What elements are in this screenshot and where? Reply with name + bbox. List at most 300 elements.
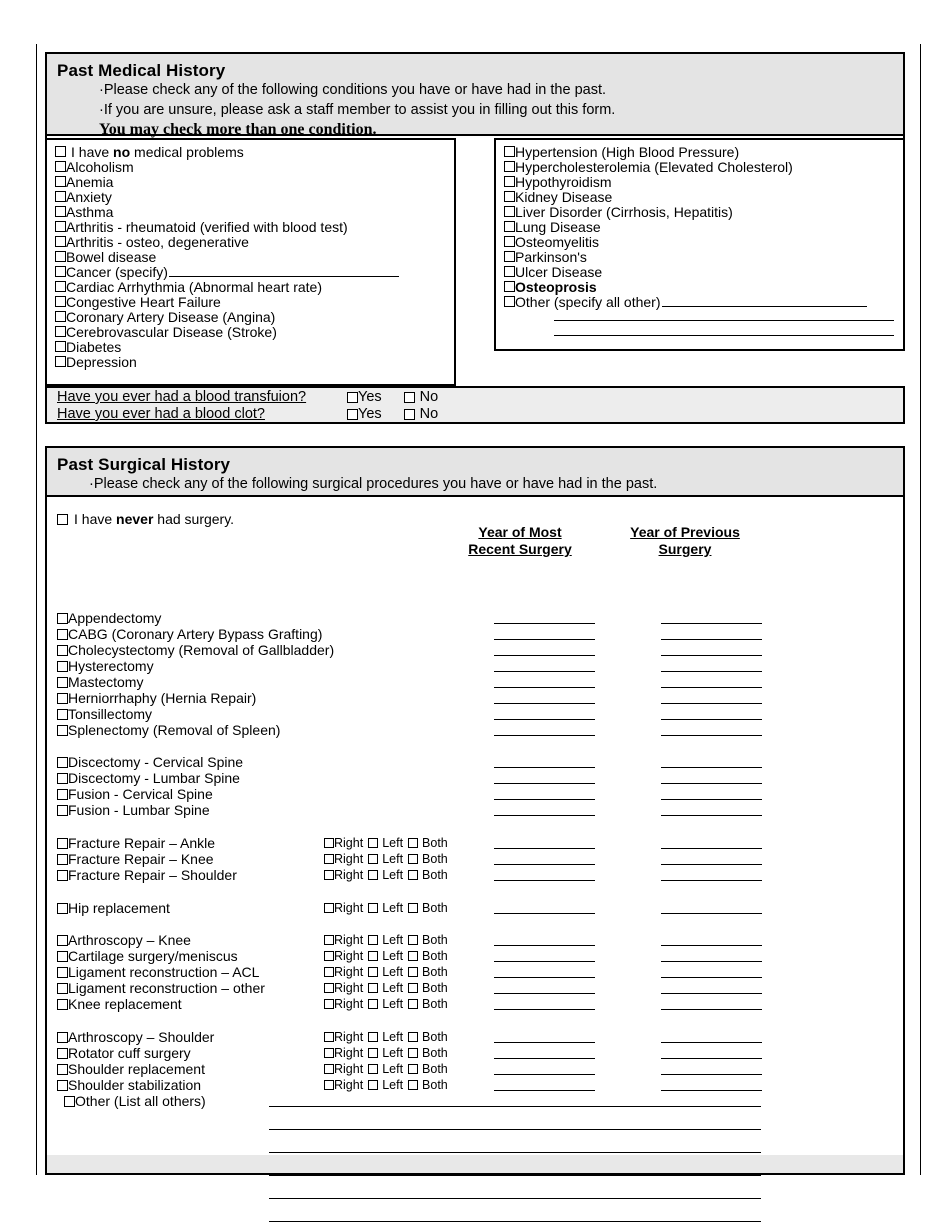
side-left-checkbox-ligament-reconstruction-other[interactable] (368, 983, 378, 993)
condition-right-checkbox-parkinson-s[interactable] (504, 251, 515, 262)
side-right-checkbox-shoulder-stabilization[interactable] (324, 1080, 334, 1090)
condition-left-label-pre: I have (71, 143, 114, 160)
side-right-label-ligament-reconstruction-acl: Right (334, 965, 364, 979)
never-had-surgery-checkbox[interactable] (57, 514, 68, 525)
condition-right-row-osteomyelitis[interactable] (504, 234, 903, 249)
side-both-knee-replacement[interactable] (408, 996, 448, 1012)
side-both-checkbox-shoulder-replacement[interactable] (408, 1064, 418, 1074)
condition-left-row-anemia[interactable] (55, 174, 454, 189)
year-previous-blank-knee-replacement[interactable] (661, 1009, 762, 1010)
side-left-checkbox-fracture-repair-knee[interactable] (368, 854, 378, 864)
procedure-row-cholecystectomy-removal-of-gallbladder[interactable] (57, 642, 334, 658)
procedure-row-fusion-cervical-spine[interactable] (57, 786, 213, 802)
year-previous-blank-arthroscopy-knee[interactable] (661, 945, 762, 946)
side-right-checkbox-hip-replacement[interactable] (324, 903, 334, 913)
procedure-checkbox-fusion-lumbar-spine[interactable] (57, 805, 68, 816)
condition-left-checkbox-alcoholism[interactable] (55, 161, 66, 172)
other-surgery-blank-line-5[interactable] (269, 1198, 761, 1199)
side-left-checkbox-knee-replacement[interactable] (368, 999, 378, 1009)
condition-left-fill-cancer-specify[interactable] (169, 266, 399, 277)
procedure-checkbox-other-list-all[interactable] (64, 1096, 75, 1107)
past-surgical-history-section (45, 446, 905, 1175)
year-most-recent-blank-fracture-repair-shoulder[interactable] (494, 880, 595, 881)
side-left-cartilage-surgery-meniscus[interactable] (368, 948, 403, 964)
side-left-checkbox-shoulder-replacement[interactable] (368, 1064, 378, 1074)
other-surgery-blank-line-4[interactable] (269, 1175, 761, 1176)
side-right-arthroscopy-knee[interactable] (324, 932, 363, 948)
side-left-knee-replacement[interactable] (368, 996, 403, 1012)
side-right-checkbox-fracture-repair-ankle[interactable] (324, 838, 334, 848)
procedure-checkbox-appendectomy[interactable] (57, 613, 68, 624)
condition-right-fill-other-specify-all-other[interactable] (662, 296, 867, 307)
condition-left-checkbox-depression[interactable] (55, 356, 66, 367)
procedure-checkbox-knee-replacement[interactable] (57, 999, 68, 1010)
year-previous-blank-rotator-cuff-surgery[interactable] (661, 1058, 762, 1059)
condition-left-checkbox-asthma[interactable] (55, 206, 66, 217)
side-both-checkbox-hip-replacement[interactable] (408, 903, 418, 913)
procedure-row-splenectomy-removal-of-spleen[interactable] (57, 722, 280, 738)
procedure-checkbox-rotator-cuff-surgery[interactable] (57, 1048, 68, 1059)
side-both-ligament-reconstruction-other[interactable] (408, 980, 448, 996)
side-right-checkbox-rotator-cuff-surgery[interactable] (324, 1048, 334, 1058)
procedure-checkbox-ligament-reconstruction-other[interactable] (57, 983, 68, 994)
blood-questions-box (45, 386, 905, 424)
procedure-row-tonsillectomy[interactable] (57, 706, 152, 722)
condition-right-checkbox-ulcer-disease[interactable] (504, 266, 515, 277)
procedure-checkbox-hip-replacement[interactable] (57, 903, 68, 914)
condition-right-other-extra-line-1[interactable] (504, 309, 903, 324)
other-surgery-blank-line-6[interactable] (269, 1221, 761, 1222)
year-most-recent-blank-splenectomy-removal-of-spleen[interactable] (494, 735, 595, 736)
condition-left-checkbox-cardiac-arrhythmia-abnormal-heart-rate[interactable] (55, 281, 66, 292)
side-left-checkbox-fracture-repair-ankle[interactable] (368, 838, 378, 848)
procedure-checkbox-hysterectomy[interactable] (57, 661, 68, 672)
side-left-checkbox-fracture-repair-shoulder[interactable] (368, 870, 378, 880)
side-both-hip-replacement[interactable] (408, 900, 448, 916)
side-options-arthroscopy-knee (324, 932, 448, 948)
question-no-checkbox-have-you-ever-had-a-blood-clot[interactable] (404, 409, 415, 420)
condition-left-checkbox-bowel-disease[interactable] (55, 251, 66, 262)
side-both-checkbox-fracture-repair-shoulder[interactable] (408, 870, 418, 880)
side-left-fracture-repair-knee[interactable] (368, 851, 403, 867)
side-left-checkbox-arthroscopy-shoulder[interactable] (368, 1032, 378, 1042)
question-yes-checkbox-have-you-ever-had-a-blood-clot[interactable] (347, 409, 358, 420)
procedure-label-cartilage-surgery-meniscus: Cartilage surgery/meniscus (68, 948, 238, 964)
procedure-row-appendectomy[interactable] (57, 610, 161, 626)
condition-left-label-asthma: Asthma (66, 203, 114, 220)
side-right-hip-replacement[interactable] (324, 900, 363, 916)
condition-left-row-depression[interactable] (55, 354, 454, 369)
condition-right-row-hypercholesterolemia-elevated-cholesterol[interactable] (504, 159, 903, 174)
year-most-recent-blank-arthroscopy-shoulder[interactable] (494, 1042, 595, 1043)
side-right-rotator-cuff-surgery[interactable] (324, 1045, 363, 1061)
side-both-checkbox-rotator-cuff-surgery[interactable] (408, 1048, 418, 1058)
procedure-label-hysterectomy: Hysterectomy (68, 658, 154, 674)
condition-left-row-coronary-artery-disease-angina[interactable] (55, 309, 454, 324)
year-most-recent-blank-cabg-coronary-artery-bypass-grafting[interactable] (494, 639, 595, 640)
side-both-rotator-cuff-surgery[interactable] (408, 1045, 448, 1061)
procedure-row-arthroscopy-knee[interactable] (57, 932, 191, 948)
condition-right-label-ulcer-disease: Ulcer Disease (515, 263, 603, 280)
condition-left-row-cardiac-arrhythmia-abnormal-heart-rate[interactable] (55, 279, 454, 294)
procedure-row-herniorrhaphy-hernia-repair[interactable] (57, 690, 256, 706)
year-most-recent-blank-fusion-cervical-spine[interactable] (494, 799, 595, 800)
year-previous-blank-discectomy-lumbar-spine[interactable] (661, 783, 762, 784)
side-left-checkbox-shoulder-stabilization[interactable] (368, 1080, 378, 1090)
condition-left-checkbox-anxiety[interactable] (55, 191, 66, 202)
side-both-checkbox-ligament-reconstruction-other[interactable] (408, 983, 418, 993)
question-no-have-you-ever-had-a-blood-transfuion[interactable] (404, 389, 439, 406)
year-most-recent-blank-fracture-repair-knee[interactable] (494, 864, 595, 865)
year-previous-blank-arthroscopy-shoulder[interactable] (661, 1042, 762, 1043)
side-right-checkbox-knee-replacement[interactable] (324, 999, 334, 1009)
side-options-ligament-reconstruction-other (324, 980, 448, 996)
condition-right-checkbox-lung-disease[interactable] (504, 221, 515, 232)
procedure-checkbox-fusion-cervical-spine[interactable] (57, 789, 68, 800)
side-right-checkbox-ligament-reconstruction-other[interactable] (324, 983, 334, 993)
condition-right-checkbox-hypothyroidism[interactable] (504, 176, 515, 187)
side-left-label-ligament-reconstruction-acl: Left (382, 965, 404, 979)
procedure-row-fracture-repair-shoulder[interactable] (57, 867, 237, 883)
side-both-checkbox-arthroscopy-knee[interactable] (408, 935, 418, 945)
procedure-checkbox-cabg-coronary-artery-bypass-grafting[interactable] (57, 629, 68, 640)
year-most-recent-blank-arthroscopy-knee[interactable] (494, 945, 595, 946)
question-no-checkbox-have-you-ever-had-a-blood-transfuion[interactable] (404, 392, 415, 403)
procedure-row-hysterectomy[interactable] (57, 658, 154, 674)
procedure-row-ligament-reconstruction-other[interactable] (57, 980, 265, 996)
side-both-checkbox-arthroscopy-shoulder[interactable] (408, 1032, 418, 1042)
year-most-recent-blank-discectomy-cervical-spine[interactable] (494, 767, 595, 768)
year-most-recent-blank-hysterectomy[interactable] (494, 671, 595, 672)
year-previous-blank-splenectomy-removal-of-spleen[interactable] (661, 735, 762, 736)
condition-right-checkbox-hypercholesterolemia-elevated-cholesterol[interactable] (504, 161, 515, 172)
side-left-rotator-cuff-surgery[interactable] (368, 1045, 403, 1061)
year-most-recent-blank-appendectomy[interactable] (494, 623, 595, 624)
year-previous-blank-fracture-repair-ankle[interactable] (661, 848, 762, 849)
year-most-recent-blank-rotator-cuff-surgery[interactable] (494, 1058, 595, 1059)
side-both-checkbox-shoulder-stabilization[interactable] (408, 1080, 418, 1090)
procedure-row-mastectomy[interactable] (57, 674, 143, 690)
conditions-left-list (47, 140, 454, 369)
procedure-row-shoulder-replacement[interactable] (57, 1061, 205, 1077)
side-both-shoulder-replacement[interactable] (408, 1061, 448, 1077)
procedure-row-rotator-cuff-surgery[interactable] (57, 1045, 191, 1061)
side-right-checkbox-arthroscopy-knee[interactable] (324, 935, 334, 945)
condition-left-label-cancer-specify: Cancer (specify) (66, 263, 168, 280)
year-previous-blank-cartilage-surgery-meniscus[interactable] (661, 961, 762, 962)
side-right-fracture-repair-knee[interactable] (324, 851, 363, 867)
condition-left-label-congestive-heart-failure: Congestive Heart Failure (66, 293, 221, 310)
side-right-arthroscopy-shoulder[interactable] (324, 1029, 363, 1045)
year-previous-surgery-header (610, 524, 760, 558)
condition-right-checkbox-osteoprosis[interactable] (504, 281, 515, 292)
year-previous-blank-shoulder-replacement[interactable] (661, 1074, 762, 1075)
condition-left-row-arthritis-rheumatoid-verified-with-blood-test[interactable] (55, 219, 454, 234)
condition-right-label-lung-disease: Lung Disease (515, 218, 601, 235)
procedure-row-discectomy-cervical-spine[interactable] (57, 754, 243, 770)
side-left-checkbox-cartilage-surgery-meniscus[interactable] (368, 951, 378, 961)
year-most-recent-blank-tonsillectomy[interactable] (494, 719, 595, 720)
year-previous-blank-tonsillectomy[interactable] (661, 719, 762, 720)
condition-left-row-cerebrovascular-disease-stroke[interactable] (55, 324, 454, 339)
procedure-label-shoulder-stabilization: Shoulder stabilization (68, 1077, 202, 1093)
never-had-surgery-row[interactable] (57, 511, 234, 527)
procedure-checkbox-fracture-repair-knee[interactable] (57, 854, 68, 865)
procedure-checkbox-discectomy-lumbar-spine[interactable] (57, 773, 68, 784)
side-right-checkbox-fracture-repair-shoulder[interactable] (324, 870, 334, 880)
procedure-checkbox-arthroscopy-knee[interactable] (57, 935, 68, 946)
condition-right-row-kidney-disease[interactable] (504, 189, 903, 204)
side-right-shoulder-stabilization[interactable] (324, 1077, 363, 1093)
condition-left-row-alcoholism[interactable] (55, 159, 454, 174)
year-most-recent-blank-knee-replacement[interactable] (494, 1009, 595, 1010)
year-most-recent-blank-herniorrhaphy-hernia-repair[interactable] (494, 703, 595, 704)
other-surgery-blank-line-2[interactable] (269, 1129, 761, 1130)
year-previous-blank-ligament-reconstruction-acl[interactable] (661, 977, 762, 978)
condition-left-checkbox-no-medical-problems[interactable] (55, 146, 66, 157)
year-most-recent-blank-fusion-lumbar-spine[interactable] (494, 815, 595, 816)
procedure-row-other-list-all[interactable] (64, 1093, 206, 1109)
side-left-label-ligament-reconstruction-other: Left (382, 981, 404, 995)
side-both-fracture-repair-ankle[interactable] (408, 835, 448, 851)
condition-left-row-no-medical-problems[interactable] (55, 144, 454, 159)
year-previous-blank-fracture-repair-shoulder[interactable] (661, 880, 762, 881)
condition-left-checkbox-cancer-specify[interactable] (55, 266, 66, 277)
procedure-label-discectomy-lumbar-spine: Discectomy - Lumbar Spine (68, 770, 240, 786)
condition-right-row-hypothyroidism[interactable] (504, 174, 903, 189)
side-left-checkbox-hip-replacement[interactable] (368, 903, 378, 913)
side-right-label-cartilage-surgery-meniscus: Right (334, 949, 364, 963)
procedure-row-hip-replacement[interactable] (57, 900, 170, 916)
side-right-fracture-repair-shoulder[interactable] (324, 867, 363, 883)
procedure-checkbox-discectomy-cervical-spine[interactable] (57, 757, 68, 768)
condition-left-label-diabetes: Diabetes (66, 338, 122, 355)
procedure-checkbox-tonsillectomy[interactable] (57, 709, 68, 720)
side-left-fracture-repair-shoulder[interactable] (368, 867, 403, 883)
procedure-checkbox-splenectomy-removal-of-spleen[interactable] (57, 725, 68, 736)
condition-right-row-hypertension-high-blood-pressure[interactable] (504, 144, 903, 159)
year-recent-line-1: Year of Most (478, 524, 562, 540)
other-surgery-blank-line-3[interactable] (269, 1152, 761, 1153)
year-previous-blank-hip-replacement[interactable] (661, 913, 762, 914)
year-previous-blank-cholecystectomy-removal-of-gallbladder[interactable] (661, 655, 762, 656)
condition-right-label-osteoprosis (515, 279, 597, 295)
side-right-checkbox-arthroscopy-shoulder[interactable] (324, 1032, 334, 1042)
side-left-checkbox-rotator-cuff-surgery[interactable] (368, 1048, 378, 1058)
procedure-checkbox-fracture-repair-ankle[interactable] (57, 838, 68, 849)
procedure-row-arthroscopy-shoulder[interactable] (57, 1029, 214, 1045)
question-yes-have-you-ever-had-a-blood-transfuion[interactable] (347, 389, 382, 406)
question-no-have-you-ever-had-a-blood-clot[interactable] (404, 406, 439, 423)
condition-left-row-asthma[interactable] (55, 204, 454, 219)
side-both-checkbox-fracture-repair-knee[interactable] (408, 854, 418, 864)
side-left-checkbox-arthroscopy-knee[interactable] (368, 935, 378, 945)
procedure-label-splenectomy-removal-of-spleen: Splenectomy (Removal of Spleen) (68, 722, 281, 738)
pmh-instruction-1: ·Please check any of the following conditions you have or have had in the past. (99, 82, 607, 98)
side-right-knee-replacement[interactable] (324, 996, 363, 1012)
procedure-label-fracture-repair-shoulder: Fracture Repair – Shoulder (68, 867, 237, 883)
condition-left-row-anxiety[interactable] (55, 189, 454, 204)
year-previous-blank-fusion-cervical-spine[interactable] (661, 799, 762, 800)
question-yes-have-you-ever-had-a-blood-clot[interactable] (347, 406, 382, 423)
procedure-label-cabg-coronary-artery-bypass-grafting: CABG (Coronary Artery Bypass Grafting) (68, 626, 323, 642)
procedure-label-knee-replacement: Knee replacement (68, 996, 182, 1012)
question-yes-checkbox-have-you-ever-had-a-blood-transfuion[interactable] (347, 392, 358, 403)
year-most-recent-blank-cartilage-surgery-meniscus[interactable] (494, 961, 595, 962)
condition-right-checkbox-hypertension-high-blood-pressure[interactable] (504, 146, 515, 157)
condition-right-checkbox-other-specify-all-other[interactable] (504, 296, 515, 307)
year-most-recent-blank-ligament-reconstruction-acl[interactable] (494, 977, 595, 978)
condition-right-checkbox-liver-disorder-cirrhosis-hepatitis[interactable] (504, 206, 515, 217)
year-previous-blank-discectomy-cervical-spine[interactable] (661, 767, 762, 768)
procedure-checkbox-mastectomy[interactable] (57, 677, 68, 688)
procedure-checkbox-cholecystectomy-removal-of-gallbladder[interactable] (57, 645, 68, 656)
year-previous-blank-mastectomy[interactable] (661, 687, 762, 688)
side-left-hip-replacement[interactable] (368, 900, 403, 916)
condition-left-checkbox-anemia[interactable] (55, 176, 66, 187)
year-most-recent-blank-shoulder-stabilization[interactable] (494, 1090, 595, 1091)
condition-left-checkbox-congestive-heart-failure[interactable] (55, 296, 66, 307)
side-both-label-arthroscopy-knee: Both (422, 933, 448, 947)
side-right-shoulder-replacement[interactable] (324, 1061, 363, 1077)
side-both-arthroscopy-knee[interactable] (408, 932, 448, 948)
year-previous-blank-fracture-repair-knee[interactable] (661, 864, 762, 865)
procedure-label-herniorrhaphy-hernia-repair: Herniorrhaphy (Hernia Repair) (68, 690, 257, 706)
year-most-recent-blank-discectomy-lumbar-spine[interactable] (494, 783, 595, 784)
procedure-checkbox-ligament-reconstruction-acl[interactable] (57, 967, 68, 978)
side-both-checkbox-cartilage-surgery-meniscus[interactable] (408, 951, 418, 961)
side-left-ligament-reconstruction-acl[interactable] (368, 964, 403, 980)
condition-left-row-diabetes[interactable] (55, 339, 454, 354)
condition-left-checkbox-arthritis-rheumatoid-verified-with-blood-test[interactable] (55, 221, 66, 232)
side-right-ligament-reconstruction-other[interactable] (324, 980, 363, 996)
side-both-checkbox-knee-replacement[interactable] (408, 999, 418, 1009)
condition-left-row-arthritis-osteo-degenerative[interactable] (55, 234, 454, 249)
procedure-row-cartilage-surgery-meniscus[interactable] (57, 948, 238, 964)
side-left-ligament-reconstruction-other[interactable] (368, 980, 403, 996)
year-previous-blank-shoulder-stabilization[interactable] (661, 1090, 762, 1091)
side-options-arthroscopy-shoulder (324, 1029, 448, 1045)
procedure-label-fusion-lumbar-spine: Fusion - Lumbar Spine (68, 802, 210, 818)
conditions-right-box (494, 138, 905, 351)
side-right-checkbox-shoulder-replacement[interactable] (324, 1064, 334, 1074)
condition-left-checkbox-cerebrovascular-disease-stroke[interactable] (55, 326, 66, 337)
condition-right-row-lung-disease[interactable] (504, 219, 903, 234)
side-left-shoulder-replacement[interactable] (368, 1061, 403, 1077)
procedure-label-hip-replacement: Hip replacement (68, 900, 170, 916)
procedure-row-fusion-lumbar-spine[interactable] (57, 802, 210, 818)
condition-left-label-anemia: Anemia (66, 173, 114, 190)
side-both-fracture-repair-knee[interactable] (408, 851, 448, 867)
side-right-ligament-reconstruction-acl[interactable] (324, 964, 363, 980)
side-both-label-cartilage-surgery-meniscus: Both (422, 949, 448, 963)
procedure-row-fracture-repair-ankle[interactable] (57, 835, 215, 851)
side-right-cartilage-surgery-meniscus[interactable] (324, 948, 363, 964)
side-options-fracture-repair-shoulder (324, 867, 448, 883)
never-had-surgery-pre: I have (74, 511, 117, 527)
procedure-checkbox-fracture-repair-shoulder[interactable] (57, 870, 68, 881)
condition-right-row-other-specify-all-other[interactable] (504, 294, 903, 309)
condition-left-checkbox-arthritis-osteo-degenerative[interactable] (55, 236, 66, 247)
year-most-recent-blank-fracture-repair-ankle[interactable] (494, 848, 595, 849)
condition-left-label-cerebrovascular-disease-stroke: Cerebrovascular Disease (Stroke) (66, 323, 277, 340)
condition-right-other-extra-line-2[interactable] (504, 324, 903, 339)
side-both-checkbox-ligament-reconstruction-acl[interactable] (408, 967, 418, 977)
procedure-row-shoulder-stabilization[interactable] (57, 1077, 201, 1093)
side-both-arthroscopy-shoulder[interactable] (408, 1029, 448, 1045)
other-surgery-blank-line-1[interactable] (269, 1106, 761, 1107)
procedure-row-cabg-coronary-artery-bypass-grafting[interactable] (57, 626, 322, 642)
condition-right-row-liver-disorder-cirrhosis-hepatitis[interactable] (504, 204, 903, 219)
year-previous-blank-appendectomy[interactable] (661, 623, 762, 624)
year-previous-blank-cabg-coronary-artery-bypass-grafting[interactable] (661, 639, 762, 640)
year-most-recent-blank-shoulder-replacement[interactable] (494, 1074, 595, 1075)
side-both-cartilage-surgery-meniscus[interactable] (408, 948, 448, 964)
question-no-label-have-you-ever-had-a-blood-clot: No (419, 406, 439, 422)
side-right-checkbox-fracture-repair-knee[interactable] (324, 854, 334, 864)
side-both-checkbox-fracture-repair-ankle[interactable] (408, 838, 418, 848)
side-left-arthroscopy-knee[interactable] (368, 932, 403, 948)
procedure-row-ligament-reconstruction-acl[interactable] (57, 964, 259, 980)
condition-left-label-anxiety: Anxiety (66, 188, 112, 205)
year-most-recent-blank-ligament-reconstruction-other[interactable] (494, 993, 595, 994)
side-both-ligament-reconstruction-acl[interactable] (408, 964, 448, 980)
year-previous-blank-hysterectomy[interactable] (661, 671, 762, 672)
procedure-row-knee-replacement[interactable] (57, 996, 182, 1012)
procedure-checkbox-shoulder-stabilization[interactable] (57, 1080, 68, 1091)
condition-right-checkbox-osteomyelitis[interactable] (504, 236, 515, 247)
procedure-row-discectomy-lumbar-spine[interactable] (57, 770, 240, 786)
side-left-label-hip-replacement: Left (382, 901, 404, 915)
side-right-fracture-repair-ankle[interactable] (324, 835, 363, 851)
condition-right-row-ulcer-disease[interactable] (504, 264, 903, 279)
side-options-cartilage-surgery-meniscus (324, 948, 448, 964)
year-previous-blank-herniorrhaphy-hernia-repair[interactable] (661, 703, 762, 704)
year-most-recent-blank-cholecystectomy-removal-of-gallbladder[interactable] (494, 655, 595, 656)
condition-left-row-congestive-heart-failure[interactable] (55, 294, 454, 309)
condition-left-checkbox-coronary-artery-disease-angina[interactable] (55, 311, 66, 322)
condition-right-row-parkinson-s[interactable] (504, 249, 903, 264)
condition-left-row-cancer-specify[interactable] (55, 264, 454, 279)
condition-right-label-other-specify-all-other: Other (specify all other) (515, 293, 661, 310)
side-right-checkbox-ligament-reconstruction-acl[interactable] (324, 967, 334, 977)
condition-right-row-osteoprosis[interactable] (504, 279, 903, 294)
side-left-checkbox-ligament-reconstruction-acl[interactable] (368, 967, 378, 977)
page-border-right (920, 44, 921, 1175)
condition-left-checkbox-diabetes[interactable] (55, 341, 66, 352)
side-both-fracture-repair-shoulder[interactable] (408, 867, 448, 883)
side-options-hip-replacement (324, 900, 448, 916)
side-left-arthroscopy-shoulder[interactable] (368, 1029, 403, 1045)
condition-right-checkbox-kidney-disease[interactable] (504, 191, 515, 202)
year-most-recent-blank-hip-replacement[interactable] (494, 913, 595, 914)
side-left-fracture-repair-ankle[interactable] (368, 835, 403, 851)
procedure-checkbox-herniorrhaphy-hernia-repair[interactable] (57, 693, 68, 704)
procedure-row-fracture-repair-knee[interactable] (57, 851, 214, 867)
condition-left-label-arthritis-osteo-degenerative: Arthritis - osteo, degenerative (66, 233, 249, 250)
year-previous-blank-fusion-lumbar-spine[interactable] (661, 815, 762, 816)
side-both-shoulder-stabilization[interactable] (408, 1077, 448, 1093)
side-both-label-fracture-repair-shoulder: Both (422, 868, 448, 882)
procedure-checkbox-arthroscopy-shoulder[interactable] (57, 1032, 68, 1043)
year-most-recent-blank-mastectomy[interactable] (494, 687, 595, 688)
year-previous-blank-ligament-reconstruction-other[interactable] (661, 993, 762, 994)
side-left-shoulder-stabilization[interactable] (368, 1077, 403, 1093)
procedure-checkbox-shoulder-replacement[interactable] (57, 1064, 68, 1075)
side-right-checkbox-cartilage-surgery-meniscus[interactable] (324, 951, 334, 961)
condition-left-row-bowel-disease[interactable] (55, 249, 454, 264)
procedure-checkbox-cartilage-surgery-meniscus[interactable] (57, 951, 68, 962)
